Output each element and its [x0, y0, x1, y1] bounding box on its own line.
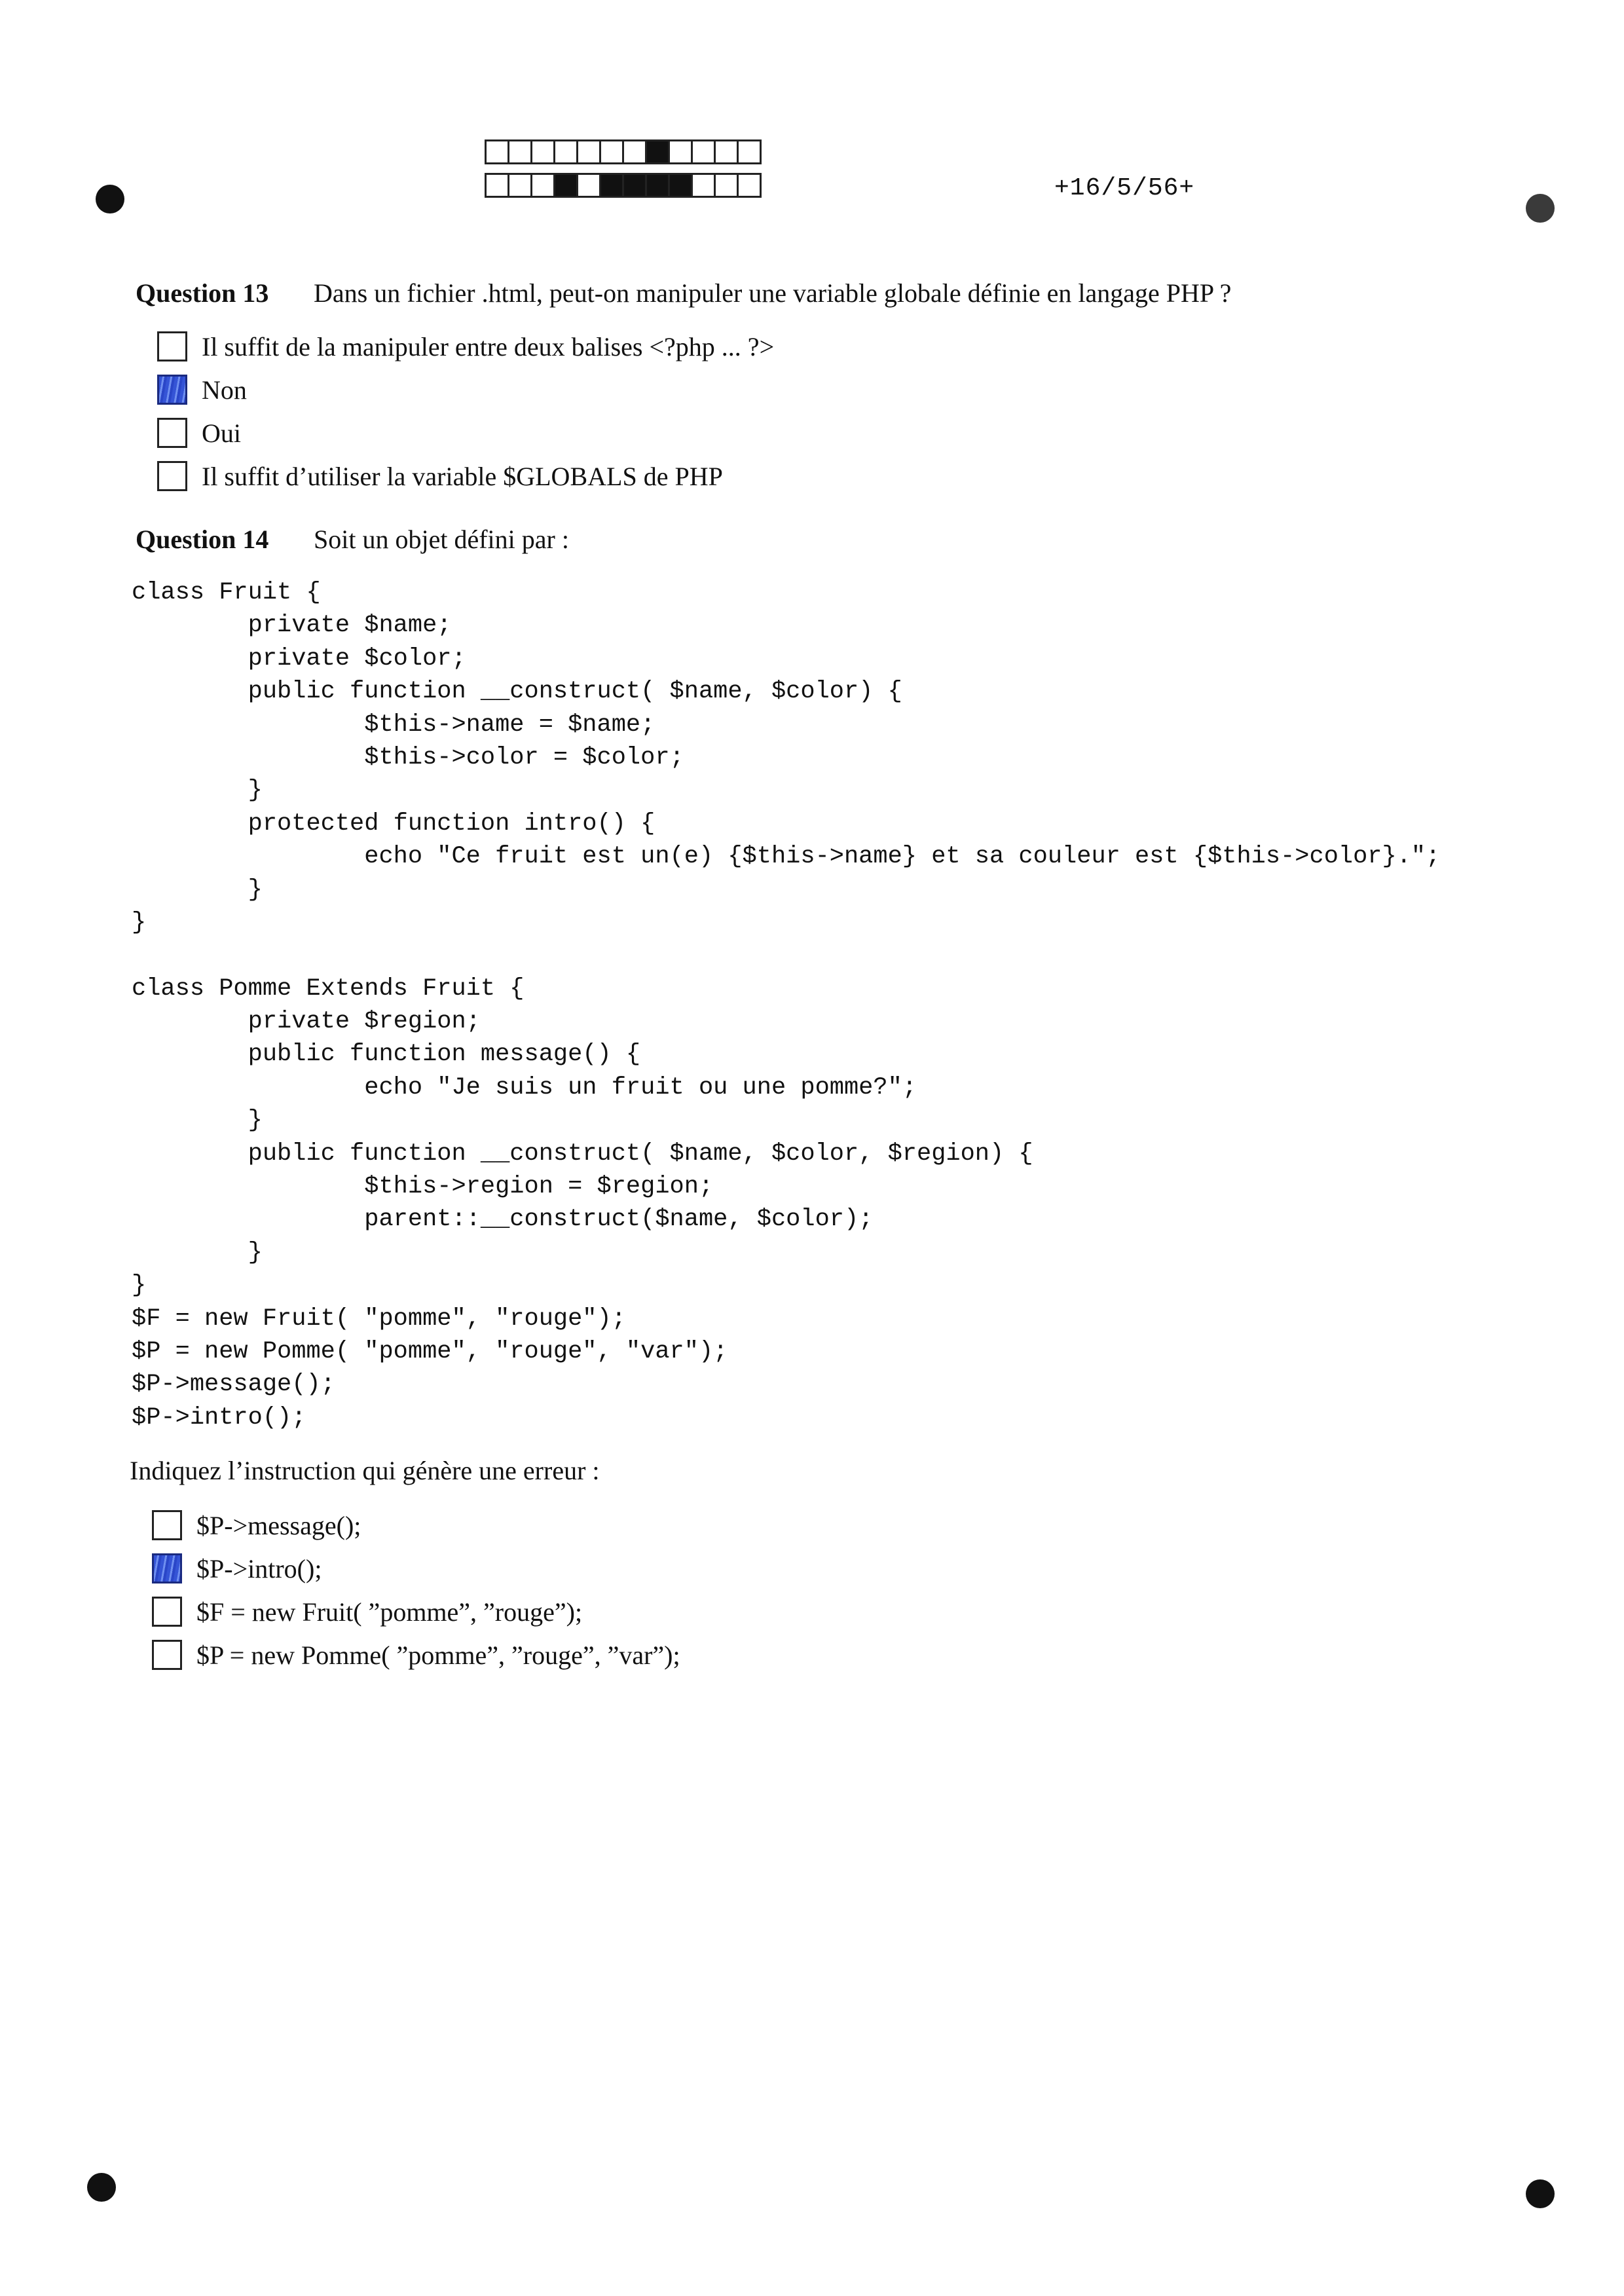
- id-grid-cell: [714, 173, 739, 198]
- answer-option[interactable]: [157, 411, 774, 454]
- id-grid-cell: [622, 139, 647, 164]
- id-grid-cell: [530, 139, 555, 164]
- code-line: private $name;: [132, 612, 452, 640]
- code-line: $F = new Fruit( "pomme", "rouge");: [132, 1305, 626, 1333]
- code-line: [132, 939, 1440, 972]
- id-grid-cell: [576, 139, 601, 164]
- code-line: }: [132, 1238, 263, 1267]
- answer-option[interactable]: [157, 454, 774, 498]
- id-grid-cell: [485, 173, 509, 198]
- code-line: class Pomme Extends Fruit {: [132, 974, 525, 1003]
- code-line: protected function intro() {: [132, 809, 655, 838]
- answer-label: Il suffit d’utiliser la variable $GLOBALS de PHP: [202, 461, 723, 491]
- registration-mark-top-left: [96, 185, 124, 213]
- question-text: Dans un fichier .html, peut-on manipuler une variable globale définie en langage PHP ?: [314, 278, 1232, 308]
- answer-option[interactable]: [152, 1633, 680, 1676]
- checkbox[interactable]: [157, 331, 187, 361]
- code-line: }: [132, 777, 263, 805]
- id-grid-cell: [668, 139, 693, 164]
- checkbox[interactable]: [157, 461, 187, 491]
- checkbox[interactable]: [157, 418, 187, 448]
- question-number: Question 14: [136, 525, 269, 554]
- answer-label: Il suffit de la manipuler entre deux balises <?php ... ?>: [202, 331, 775, 361]
- id-grid-cell: [507, 139, 532, 164]
- answer-option[interactable]: [152, 1504, 680, 1547]
- registration-mark-bottom-right: [1526, 2179, 1555, 2208]
- registration-mark-top-right: [1526, 194, 1555, 223]
- id-grid-cell: [737, 173, 762, 198]
- question-13-header: [136, 278, 1231, 308]
- code-line: private $color;: [132, 644, 466, 673]
- question-text: Soit un objet défini par :: [314, 525, 569, 554]
- answer-label: $P->intro();: [196, 1553, 322, 1583]
- code-line: }: [132, 908, 147, 936]
- code-line: echo "Je suis un fruit ou une pomme?";: [132, 1073, 917, 1102]
- checkbox[interactable]: [157, 375, 187, 405]
- code-line: }: [132, 1272, 147, 1300]
- code-line: }: [132, 1107, 263, 1135]
- id-grid-cell: [737, 139, 762, 164]
- id-grid-row-2: [485, 173, 760, 198]
- answer-option[interactable]: [157, 325, 774, 368]
- php-code-block: [132, 576, 1440, 1434]
- id-grid-cell: [485, 139, 509, 164]
- code-line: class Fruit {: [132, 579, 321, 606]
- page-code: +16/5/56+: [1054, 174, 1195, 202]
- checkbox[interactable]: [152, 1553, 182, 1583]
- code-line: public function __construct( $name, $color) {: [132, 678, 902, 706]
- code-line: $this->region = $region;: [132, 1173, 714, 1201]
- code-line: $this->color = $color;: [132, 743, 684, 771]
- id-grid-cell: [507, 173, 532, 198]
- id-grid-cell: [576, 173, 601, 198]
- registration-mark-bottom-left: [87, 2173, 116, 2202]
- answer-option[interactable]: [152, 1590, 680, 1633]
- id-grid-cell: [599, 173, 624, 198]
- checkbox[interactable]: [152, 1597, 182, 1627]
- id-grid-cell: [645, 139, 670, 164]
- id-grid-cell: [714, 139, 739, 164]
- code-line: private $region;: [132, 1008, 481, 1036]
- id-grid-cell: [691, 139, 716, 164]
- code-line: $P->intro();: [132, 1403, 306, 1432]
- id-grid-cell: [530, 173, 555, 198]
- code-line: parent::__construct($name, $color);: [132, 1206, 874, 1234]
- question-14-answers: [152, 1504, 680, 1676]
- id-grid-row-1: [485, 139, 760, 164]
- code-line: }: [132, 876, 263, 904]
- code-line: $this->name = $name;: [132, 711, 655, 739]
- question-14-instruction: Indiquez l’instruction qui génère une erreur :: [130, 1456, 600, 1485]
- question-13-answers: [157, 325, 774, 498]
- answer-label: $F = new Fruit( ”pomme”, ”rouge”);: [196, 1597, 583, 1627]
- id-grid-cell: [553, 173, 578, 198]
- code-line: echo "Ce fruit est un(e) {$this->name} et sa couleur est {$this->color}.";: [132, 843, 1441, 871]
- code-line: public function message() {: [132, 1041, 641, 1069]
- answer-option[interactable]: [152, 1547, 680, 1590]
- checkbox[interactable]: [152, 1640, 182, 1670]
- code-line: public function __construct( $name, $color, $region) {: [132, 1139, 1033, 1168]
- id-grid-cell: [691, 173, 716, 198]
- id-grid-cell: [668, 173, 693, 198]
- answer-option[interactable]: [157, 368, 774, 411]
- question-14-header: [136, 524, 569, 555]
- checkbox[interactable]: [152, 1510, 182, 1540]
- question-number: Question 13: [136, 278, 269, 308]
- id-grid-cell: [645, 173, 670, 198]
- answer-label: $P->message();: [196, 1510, 361, 1540]
- code-line: $P = new Pomme( "pomme", "rouge", "var");: [132, 1337, 728, 1365]
- answer-label: $P = new Pomme( ”pomme”, ”rouge”, ”var”);: [196, 1640, 680, 1670]
- answer-label: Oui: [202, 418, 241, 448]
- code-line: $P->message();: [132, 1371, 335, 1399]
- id-grid-cell: [622, 173, 647, 198]
- id-grid-cell: [599, 139, 624, 164]
- id-grid-cell: [553, 139, 578, 164]
- answer-label: Non: [202, 375, 247, 405]
